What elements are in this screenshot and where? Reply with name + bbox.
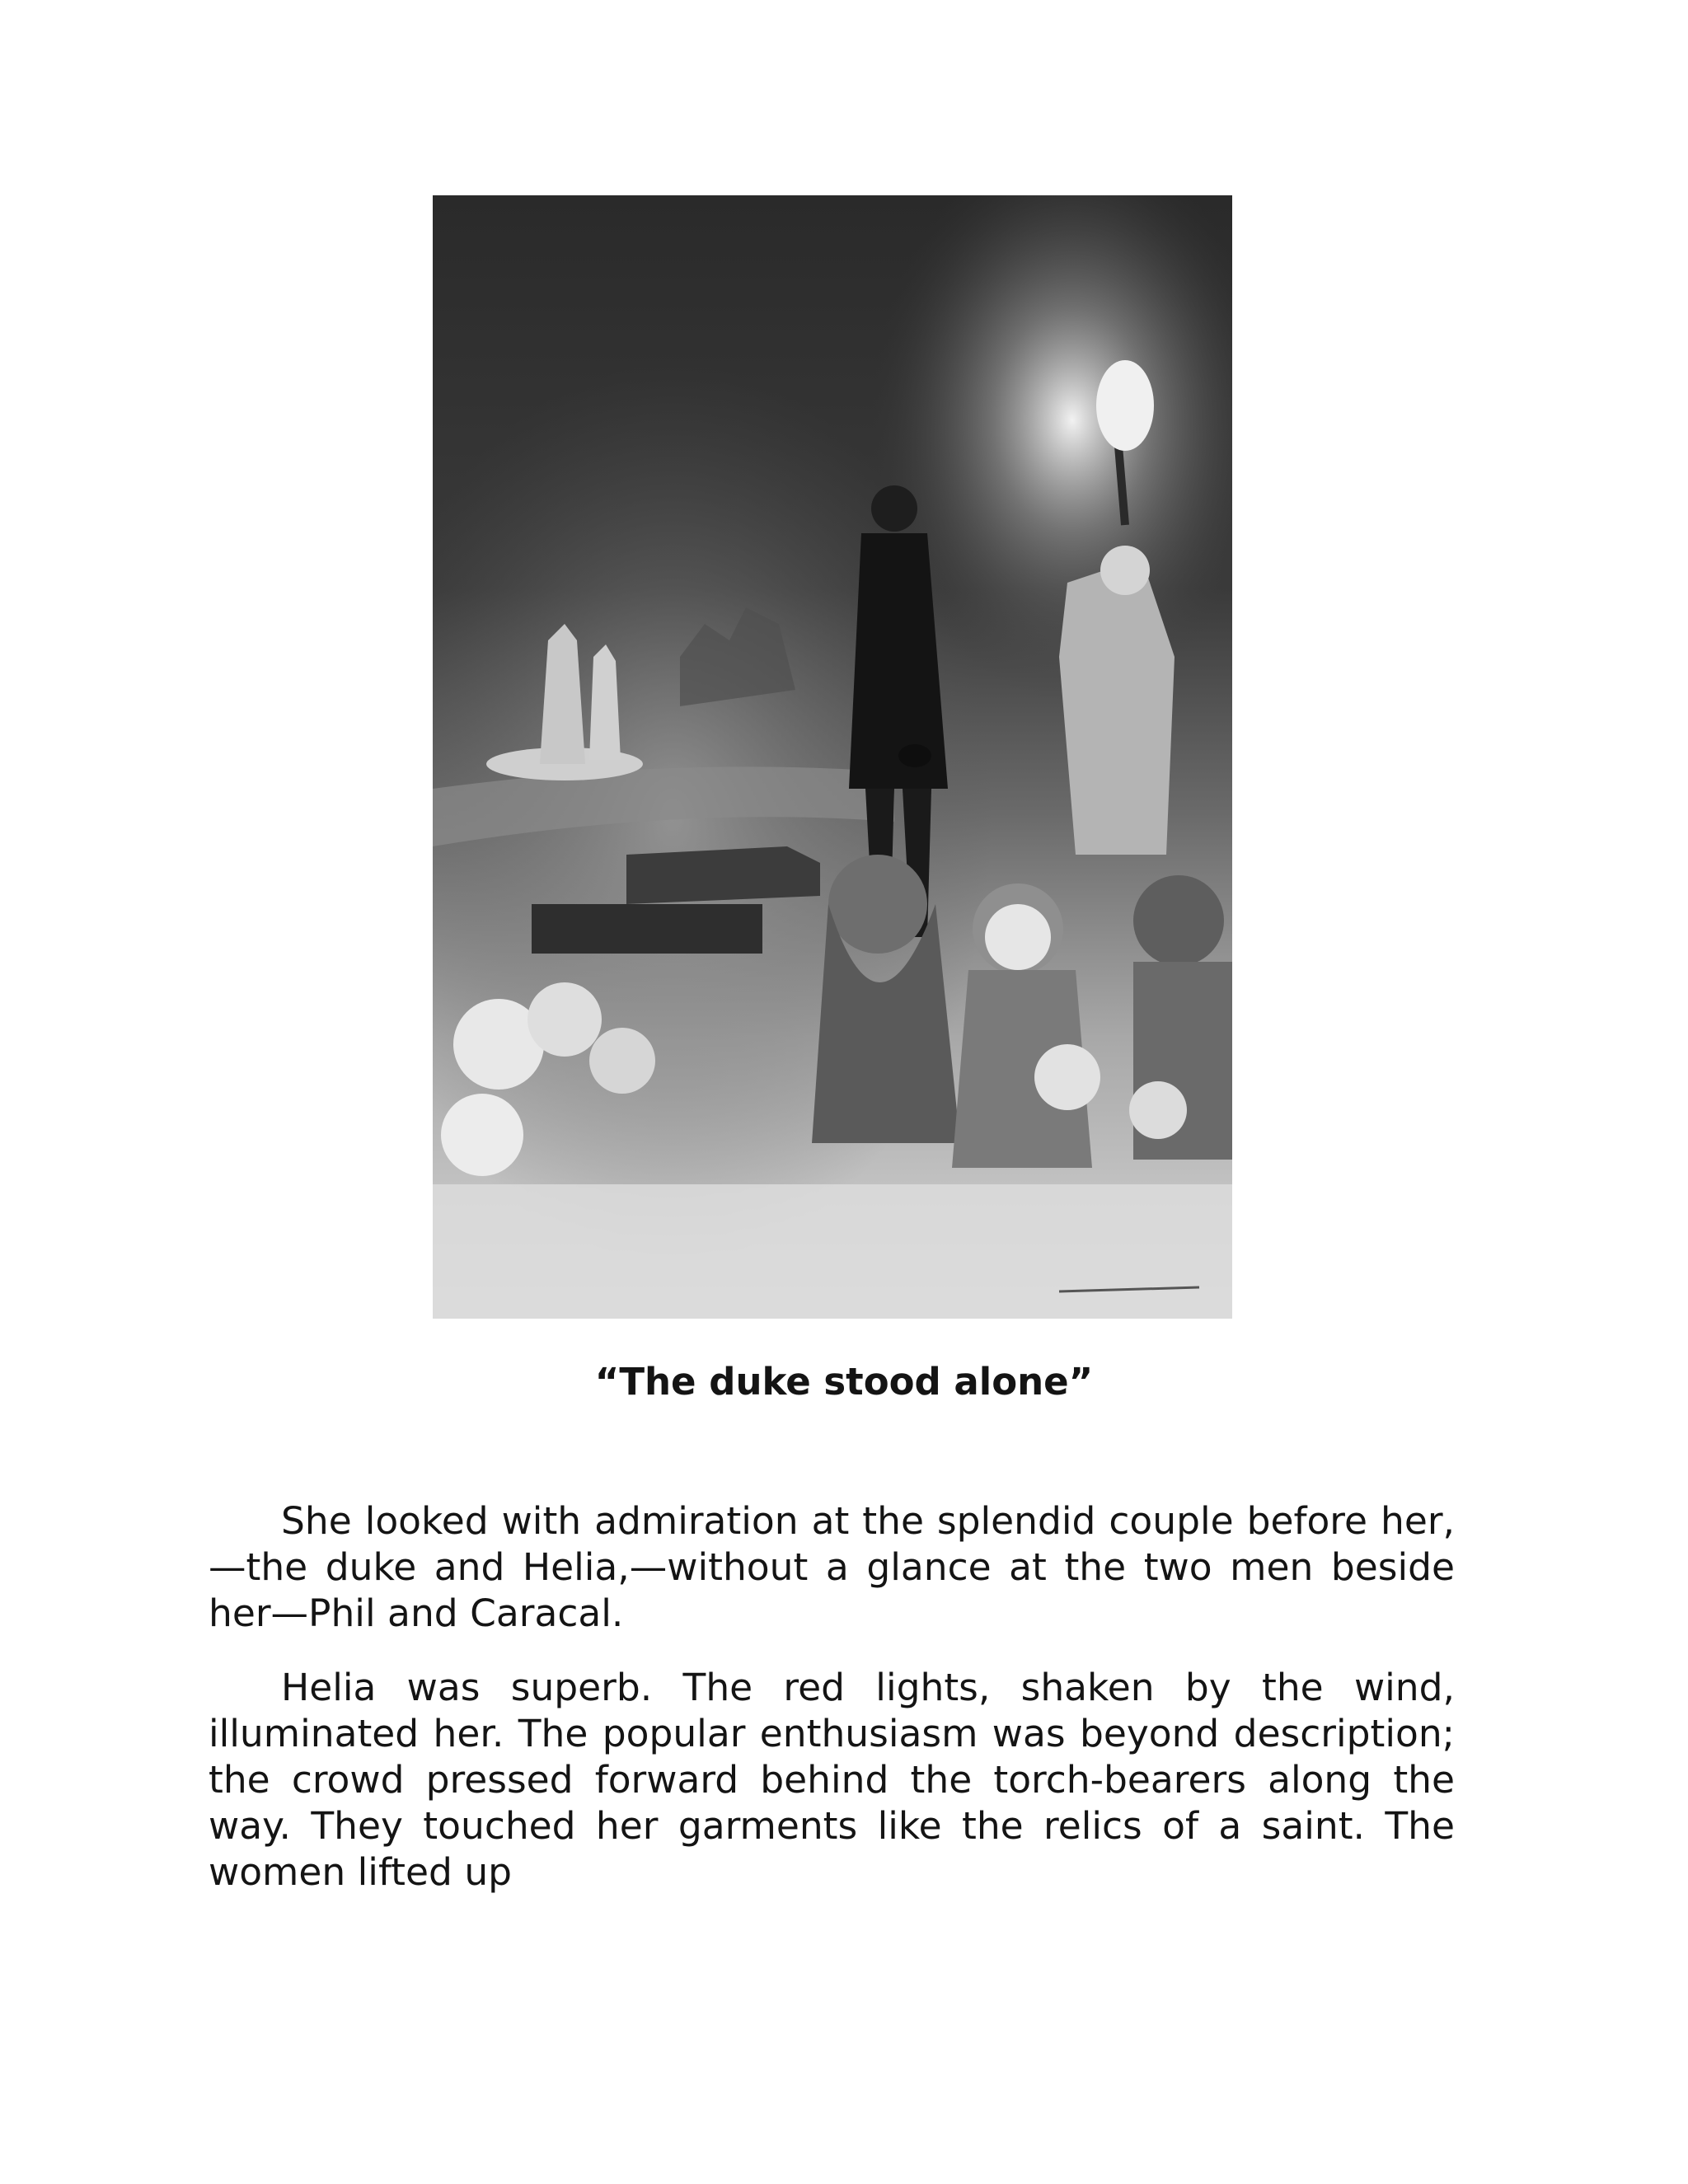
paragraph: She looked with admiration at the splendid couple before her,—the duke and Helia,—without a glance at the two men beside her—Phil and Caracal.	[209, 1499, 1455, 1635]
illustration-caption: “The duke stood alone”	[594, 1360, 1094, 1404]
illustration-image	[433, 195, 1232, 1319]
paragraph: Helia was superb. The red lights, shaken by the wind, illuminated her. The popular enthusiasm was beyond description; the crowd pressed forward behind the torch-bearers along the way. They touched her garments like the relics of a saint. The women lifted up	[209, 1666, 1455, 1894]
body-text	[209, 1498, 1455, 1924]
